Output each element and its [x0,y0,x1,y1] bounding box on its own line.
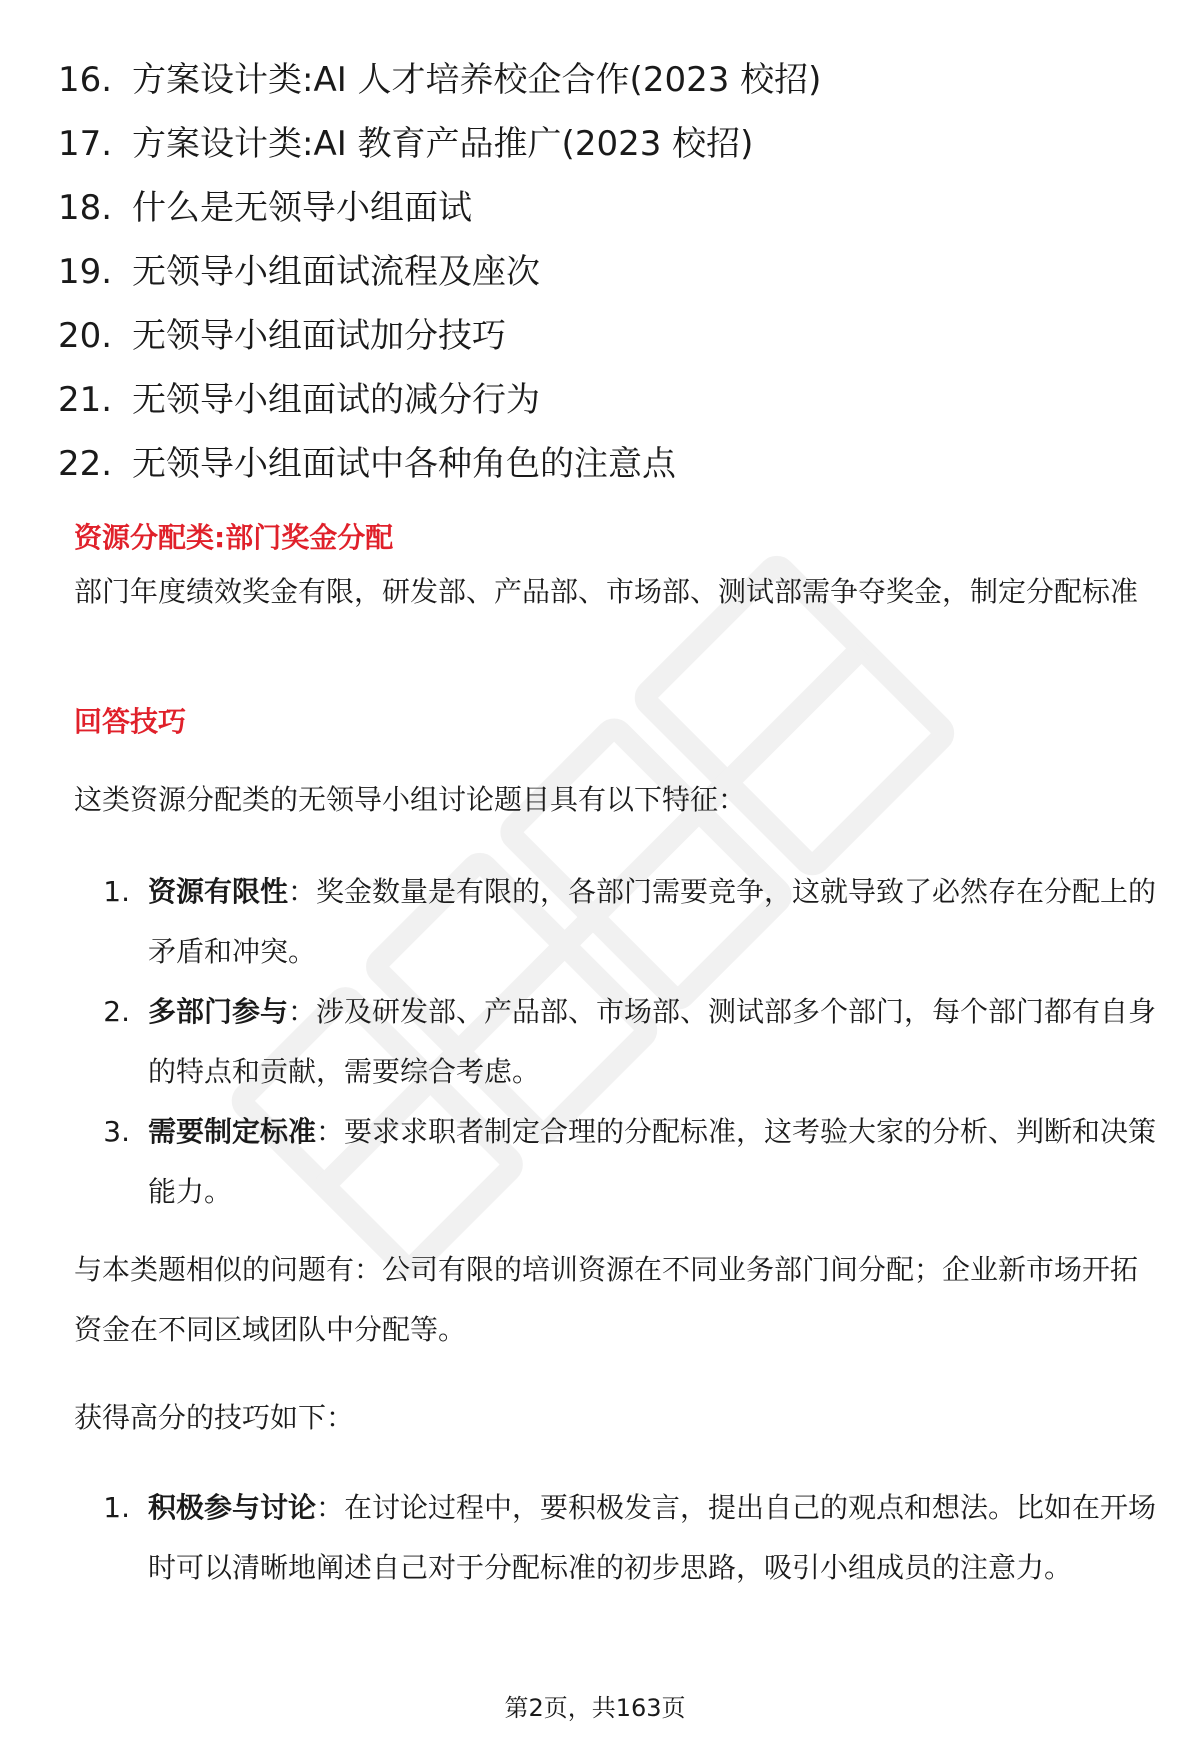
tips-list [74,1478,1164,1598]
similar-questions: 与本类题相似的问题有：公司有限的培训资源在不同业务部门间分配；企业新市场开拓资金在不同区域团队中分配等。 [74,1253,1139,1346]
section-title: 资源分配类:部门奖金分配 [74,521,394,554]
high-score-intro: 获得高分的技巧如下： [74,1401,355,1434]
tips-title: 回答技巧 [74,705,187,738]
features-intro: 这类资源分配类的无领导小组讨论题目具有以下特征： [74,783,747,816]
toc-item[interactable]: 21. 无领导小组面试的减分行为 [58,380,540,420]
list-item: 1. 积极参与讨论：在讨论过程中，要积极发言，提出自己的观点和想法。比如在开场时可以清晰地阐述自己对于分配标准的初步思路，吸引小组成员的注意力。 [103,1491,1157,1584]
page-number: 第2页，共163页 [504,1694,686,1722]
question-text: 部门年度绩效奖金有限，研发部、产品部、市场部、测试部需争夺奖金，制定分配标准 [74,575,1139,608]
toc-item[interactable]: 22. 无领导小组面试中各种角色的注意点 [58,444,676,484]
list-item: 3. 需要制定标准：要求求职者制定合理的分配标准，这考验大家的分析、判断和决策能力。 [103,1115,1157,1208]
toc-item[interactable]: 18. 什么是无领导小组面试 [58,188,472,228]
features-list [74,862,1164,1222]
toc-item[interactable]: 17. 方案设计类:AI 教育产品推广(2023 校招) [58,124,754,164]
toc-item[interactable]: 16. 方案设计类:AI 人才培养校企合作(2023 校招) [58,60,822,100]
list-item: 1. 资源有限性：奖金数量是有限的，各部门需要竞争，这就导致了必然存在分配上的矛盾和冲突。 [103,875,1157,968]
list-item: 2. 多部门参与：涉及研发部、产品部、市场部、测试部多个部门，每个部门都有自身的特点和贡献，需要综合考虑。 [103,995,1157,1088]
table-of-contents [58,48,1138,496]
toc-item[interactable]: 20. 无领导小组面试加分技巧 [58,316,506,356]
toc-item[interactable]: 19. 无领导小组面试流程及座次 [58,252,540,292]
